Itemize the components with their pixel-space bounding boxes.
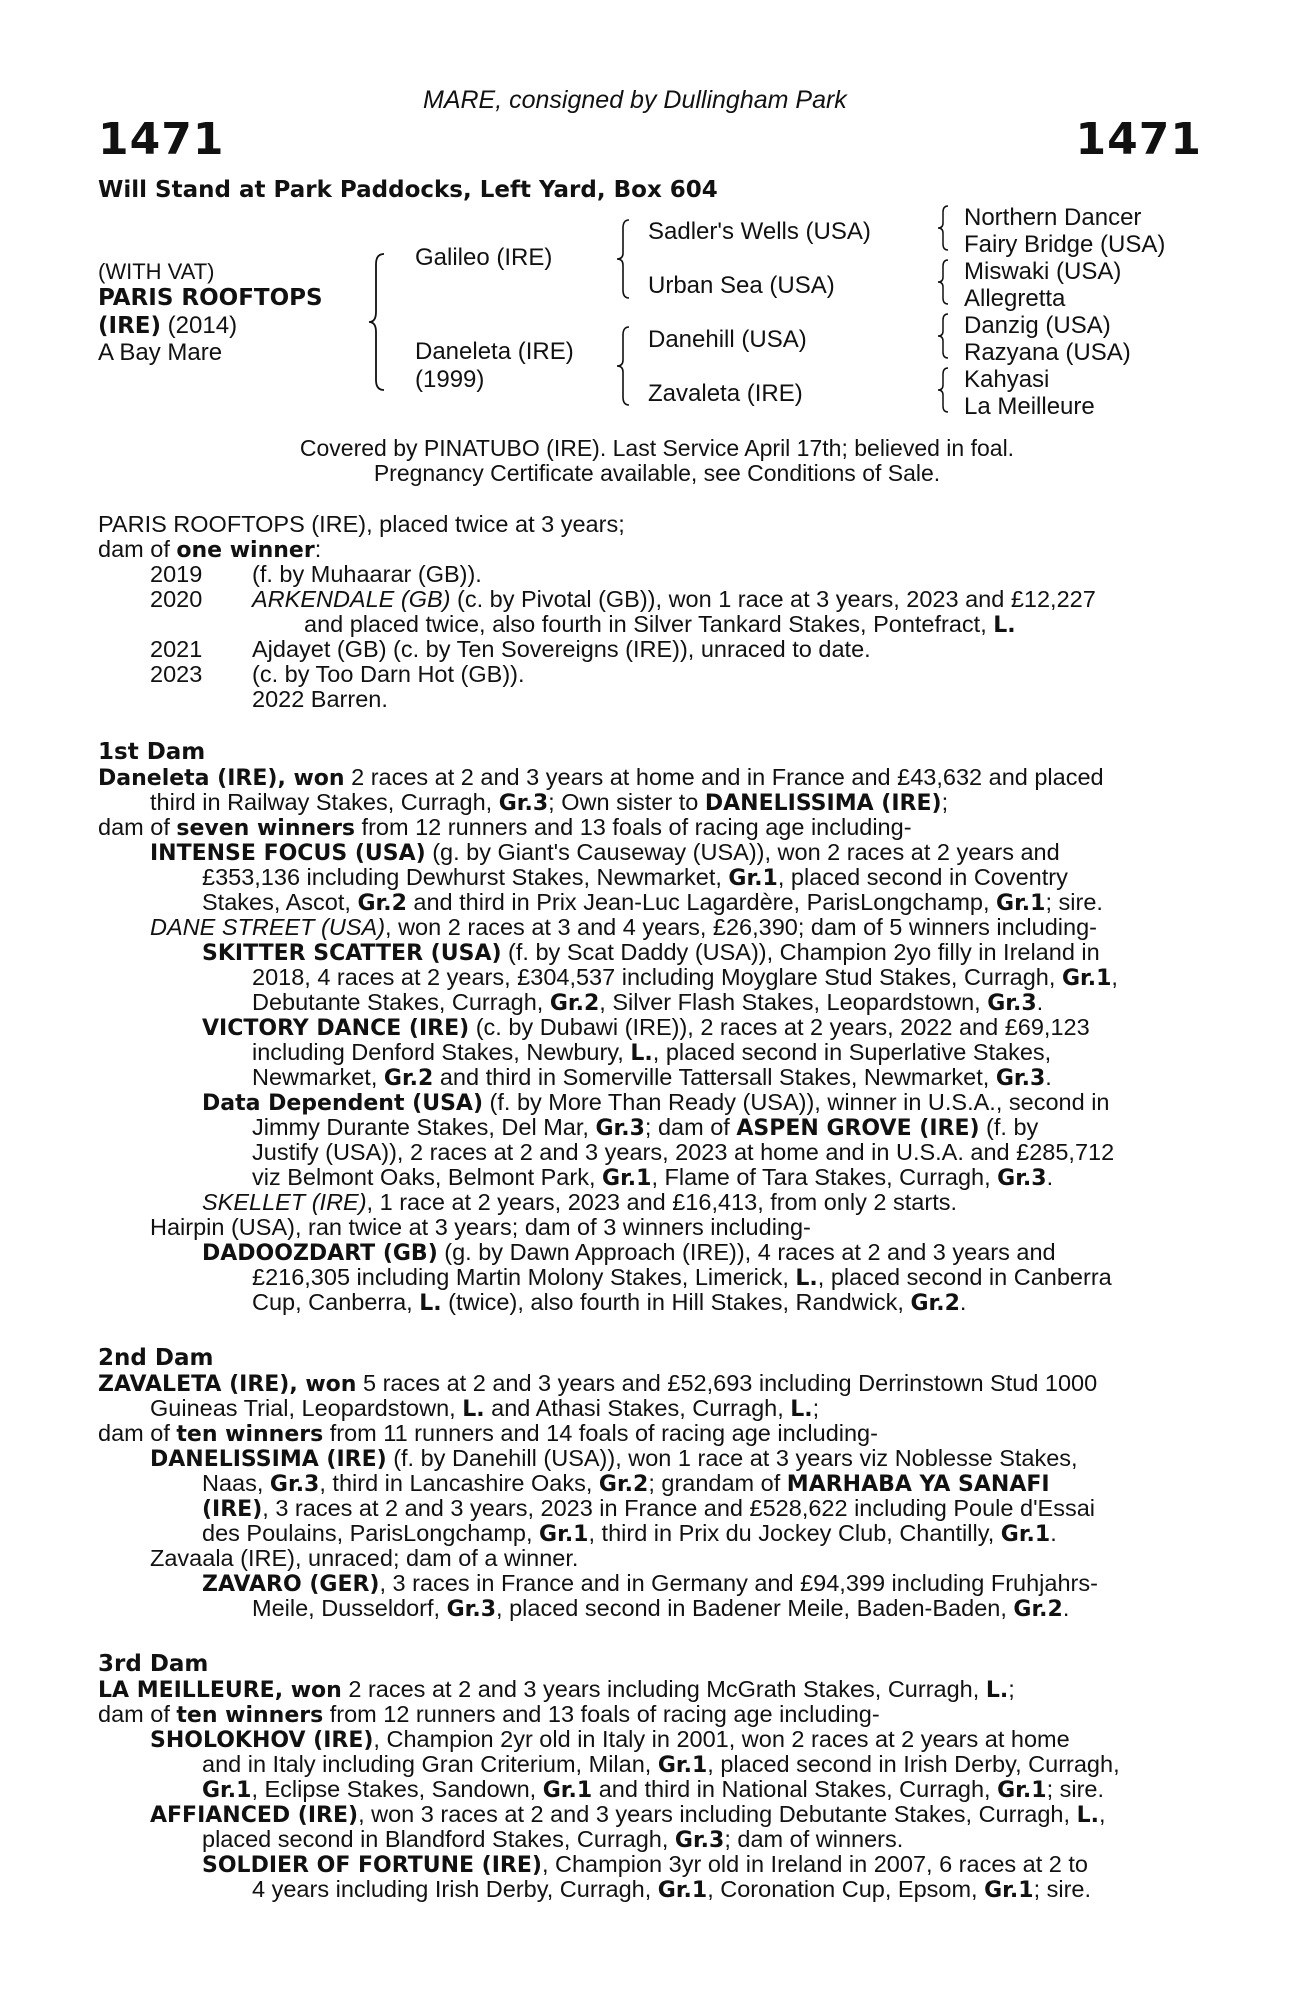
lot-number-left: 1471 [98, 114, 225, 165]
first-dam-line-1: Daneleta (IRE), won 2 races at 2 and 3 years at home and in France and £43,632 and placed [98, 764, 1104, 791]
progeny-zavaro-2: Meile, Dusseldorf, Gr.3, placed second in Badener Meile, Baden-Baden, Gr.2. [252, 1595, 1070, 1622]
great-grandparent-3: Miswaki (USA) [964, 258, 1122, 285]
sire-name: Galileo (IRE) [415, 244, 553, 271]
dam-year: (1999) [415, 366, 485, 393]
pedigree-brace-main [366, 252, 386, 392]
progeny-danelissima-4: des Poulains, ParisLongchamp, Gr.1, third in Prix du Jockey Club, Chantilly, Gr.1. [202, 1520, 1057, 1547]
produce-year: 2023 [150, 661, 203, 687]
progeny-skitter-scatter-2: 2018, 4 races at 2 years, £304,537 including Moyglare Stud Stakes, Curragh, Gr.1, [252, 964, 1118, 991]
second-dam-line-2: Guineas Trial, Leopardstown, L. and Athasi Stakes, Curragh, L.; [150, 1395, 820, 1422]
progeny-intense-focus-2: £353,136 including Dewhurst Stakes, Newmarket, Gr.1, placed second in Coventry [202, 864, 1068, 891]
great-grandparent-8: La Meilleure [964, 393, 1095, 420]
progeny-victory-dance-3: Newmarket, Gr.2 and third in Somerville Tattersall Stakes, Newmarket, Gr.3. [252, 1064, 1052, 1091]
pedigree-brace-dam [615, 325, 631, 407]
pedigree-brace-gg1 [936, 204, 950, 252]
section-heading-first-dam: 1st Dam [98, 739, 206, 765]
pedigree-brace-gg4 [936, 366, 950, 414]
progeny-affianced: AFFIANCED (IRE), won 3 races at 2 and 3 years including Debutante Stakes, Curragh, L., [150, 1801, 1106, 1828]
pedigree-brace-gg2 [936, 258, 950, 306]
great-grandparent-5: Danzig (USA) [964, 312, 1111, 339]
produce-winners-count: one winner [176, 538, 315, 563]
progeny-sholokhov-3: Gr.1, Eclipse Stakes, Sandown, Gr.1 and third in National Stakes, Curragh, Gr.1; sire. [202, 1776, 1105, 1803]
third-dam-line-1: LA MEILLEURE, won 2 races at 2 and 3 years including McGrath Stakes, Curragh, L.; [98, 1676, 1015, 1703]
lot-number-right: 1471 [1075, 114, 1202, 165]
progeny-data-dependent: Data Dependent (USA) (f. by More Than Ready (USA)), winner in U.S.A., second in [202, 1089, 1110, 1116]
stand-location: Will Stand at Park Paddocks, Left Yard, Box 604 [98, 177, 718, 203]
dam-name: Daneleta (IRE) [415, 338, 574, 365]
first-dam-line-2: third in Railway Stakes, Curragh, Gr.3; Own sister to DANELISSIMA (IRE); [150, 789, 949, 816]
progeny-soldier-of-fortune-2: 4 years including Irish Derby, Curragh, Gr.1, Coronation Cup, Epsom, Gr.1; sire. [252, 1876, 1092, 1903]
section-heading-third-dam: 3rd Dam [98, 1651, 209, 1677]
vat-note: (WITH VAT) [98, 259, 215, 284]
produce-barren: 2022 Barren. [252, 686, 388, 712]
covered-line: Covered by PINATUBO (IRE). Last Service April 17th; believed in foal. [299, 435, 1015, 461]
produce-horse-name: ARKENDALE (GB) [252, 586, 451, 612]
horse-description: A Bay Mare [98, 339, 223, 366]
progeny-victory-dance: VICTORY DANCE (IRE) (c. by Dubawi (IRE)), 2 races at 2 years, 2022 and £69,123 [202, 1014, 1090, 1041]
pregnancy-line: Pregnancy Certificate available, see Conditions of Sale. [373, 460, 941, 486]
great-grandparent-7: Kahyasi [964, 366, 1050, 393]
progeny-dadoozdart-3: Cup, Canberra, L. (twice), also fourth in Hill Stakes, Randwick, Gr.2. [252, 1289, 967, 1316]
produce-entry: (c. by Too Darn Hot (GB)). [252, 661, 525, 687]
horse-name: PARIS ROOFTOPS [98, 285, 323, 311]
produce-year: 2021 [150, 636, 203, 662]
grandsire-2: Danehill (USA) [648, 326, 807, 353]
second-dam-line-3: dam of ten winners from 11 runners and 14 foals of racing age including- [98, 1420, 878, 1447]
great-grandparent-6: Razyana (USA) [964, 339, 1131, 366]
progeny-skitter-scatter-3: Debutante Stakes, Curragh, Gr.2, Silver Flash Stakes, Leopardstown, Gr.3. [252, 989, 1044, 1016]
produce-entry: Ajdayet (GB) (c. by Ten Sovereigns (IRE)), unraced to date. [252, 636, 871, 662]
progeny-intense-focus: INTENSE FOCUS (USA) (g. by Giant's Causeway (USA)), won 2 races at 2 years and [150, 839, 1060, 866]
produce-entry: (f. by Muhaarar (GB)). [252, 561, 482, 587]
second-dam-line-1: ZAVALETA (IRE), won 5 races at 2 and 3 years and £52,693 including Derrinstown Stud 1000 [98, 1370, 1098, 1397]
granddam-2: Zavaleta (IRE) [648, 380, 803, 407]
section-heading-second-dam: 2nd Dam [98, 1345, 214, 1371]
progeny-data-dependent-3: Justify (USA)), 2 races at 2 and 3 years, 2023 at home and in U.S.A. and £285,712 [252, 1139, 1115, 1165]
progeny-skellet: SKELLET (IRE), 1 race at 2 years, 2023 and £16,413, from only 2 starts. [202, 1189, 957, 1215]
progeny-dadoozdart-2: £216,305 including Martin Molony Stakes, Limerick, L., placed second in Canberra [252, 1264, 1112, 1291]
horse-year: (2014) [161, 312, 238, 339]
produce-entry: ARKENDALE (GB) (c. by Pivotal (GB)), won 1 race at 3 years, 2023 and £12,227 [252, 586, 1096, 612]
pedigree-brace-gg3 [936, 312, 950, 360]
progeny-skitter-scatter: SKITTER SCATTER (USA) (f. by Scat Daddy (USA)), Champion 2yo filly in Ireland in [202, 939, 1100, 966]
progeny-hairpin: Hairpin (USA), ran twice at 3 years; dam of 3 winners including- [150, 1214, 811, 1240]
great-grandparent-2: Fairy Bridge (USA) [964, 231, 1166, 258]
progeny-dane-street: DANE STREET (USA), won 2 races at 3 and 4 years, £26,390; dam of 5 winners including- [150, 914, 1097, 940]
great-grandparent-4: Allegretta [964, 285, 1066, 312]
progeny-dadoozdart: DADOOZDART (GB) (g. by Dawn Approach (IRE)), 4 races at 2 and 3 years and [202, 1239, 1056, 1266]
consignor-line: MARE, consigned by Dullingham Park [423, 86, 847, 114]
progeny-sholokhov: SHOLOKHOV (IRE), Champion 2yr old in Italy in 2001, won 2 races at 2 years at home [150, 1726, 1070, 1753]
horse-country: (IRE) [98, 313, 162, 339]
progeny-danelissima-3: (IRE), 3 races at 2 and 3 years, 2023 in France and £528,622 including Poule d'Essai [202, 1495, 1096, 1522]
progeny-danelissima: DANELISSIMA (IRE) (f. by Danehill (USA)), won 1 race at 3 years viz Noblesse Stakes, [150, 1445, 1078, 1472]
progeny-soldier-of-fortune: SOLDIER OF FORTUNE (IRE), Champion 3yr old in Ireland in 2007, 6 races at 2 to [202, 1851, 1088, 1878]
progeny-zavaro: ZAVARO (GER), 3 races in France and in Germany and £94,399 including Fruhjahrs- [202, 1570, 1098, 1597]
produce-intro: PARIS ROOFTOPS (IRE), placed twice at 3 years; [98, 511, 625, 537]
horse-suffix-year [98, 312, 237, 340]
progeny-danelissima-2: Naas, Gr.3, third in Lancashire Oaks, Gr.2; grandam of MARHABA YA SANAFI [202, 1470, 1050, 1497]
progeny-zavaala: Zavaala (IRE), unraced; dam of a winner. [150, 1545, 579, 1571]
progeny-data-dependent-4: viz Belmont Oaks, Belmont Park, Gr.1, Flame of Tara Stakes, Curragh, Gr.3. [252, 1164, 1054, 1191]
progeny-intense-focus-3: Stakes, Ascot, Gr.2 and third in Prix Jean-Luc Lagardère, ParisLongchamp, Gr.1; sire. [202, 889, 1103, 916]
produce-year: 2020 [150, 586, 203, 612]
progeny-sholokhov-2: and in Italy including Gran Criterium, Milan, Gr.1, placed second in Irish Derby, Curragh, [202, 1751, 1120, 1778]
produce-entry-continued: and placed twice, also fourth in Silver Tankard Stakes, Pontefract, L. [304, 611, 1016, 638]
great-grandparent-1: Northern Dancer [964, 204, 1142, 231]
produce-year: 2019 [150, 561, 203, 587]
pedigree-brace-sire [615, 218, 631, 300]
first-dam-line-3: dam of seven winners from 12 runners and 13 foals of racing age including- [98, 814, 912, 841]
progeny-affianced-2: placed second in Blandford Stakes, Curragh, Gr.3; dam of winners. [202, 1826, 904, 1853]
produce-dam-of: dam of one winner: [98, 536, 322, 563]
third-dam-line-2: dam of ten winners from 12 runners and 13 foals of racing age including- [98, 1701, 880, 1728]
progeny-data-dependent-2: Jimmy Durante Stakes, Del Mar, Gr.3; dam of ASPEN GROVE (IRE) (f. by [252, 1114, 1039, 1141]
granddam-1: Urban Sea (USA) [648, 272, 835, 299]
progeny-victory-dance-2: including Denford Stakes, Newbury, L., placed second in Superlative Stakes, [252, 1039, 1052, 1066]
grandsire-1: Sadler's Wells (USA) [648, 218, 871, 245]
